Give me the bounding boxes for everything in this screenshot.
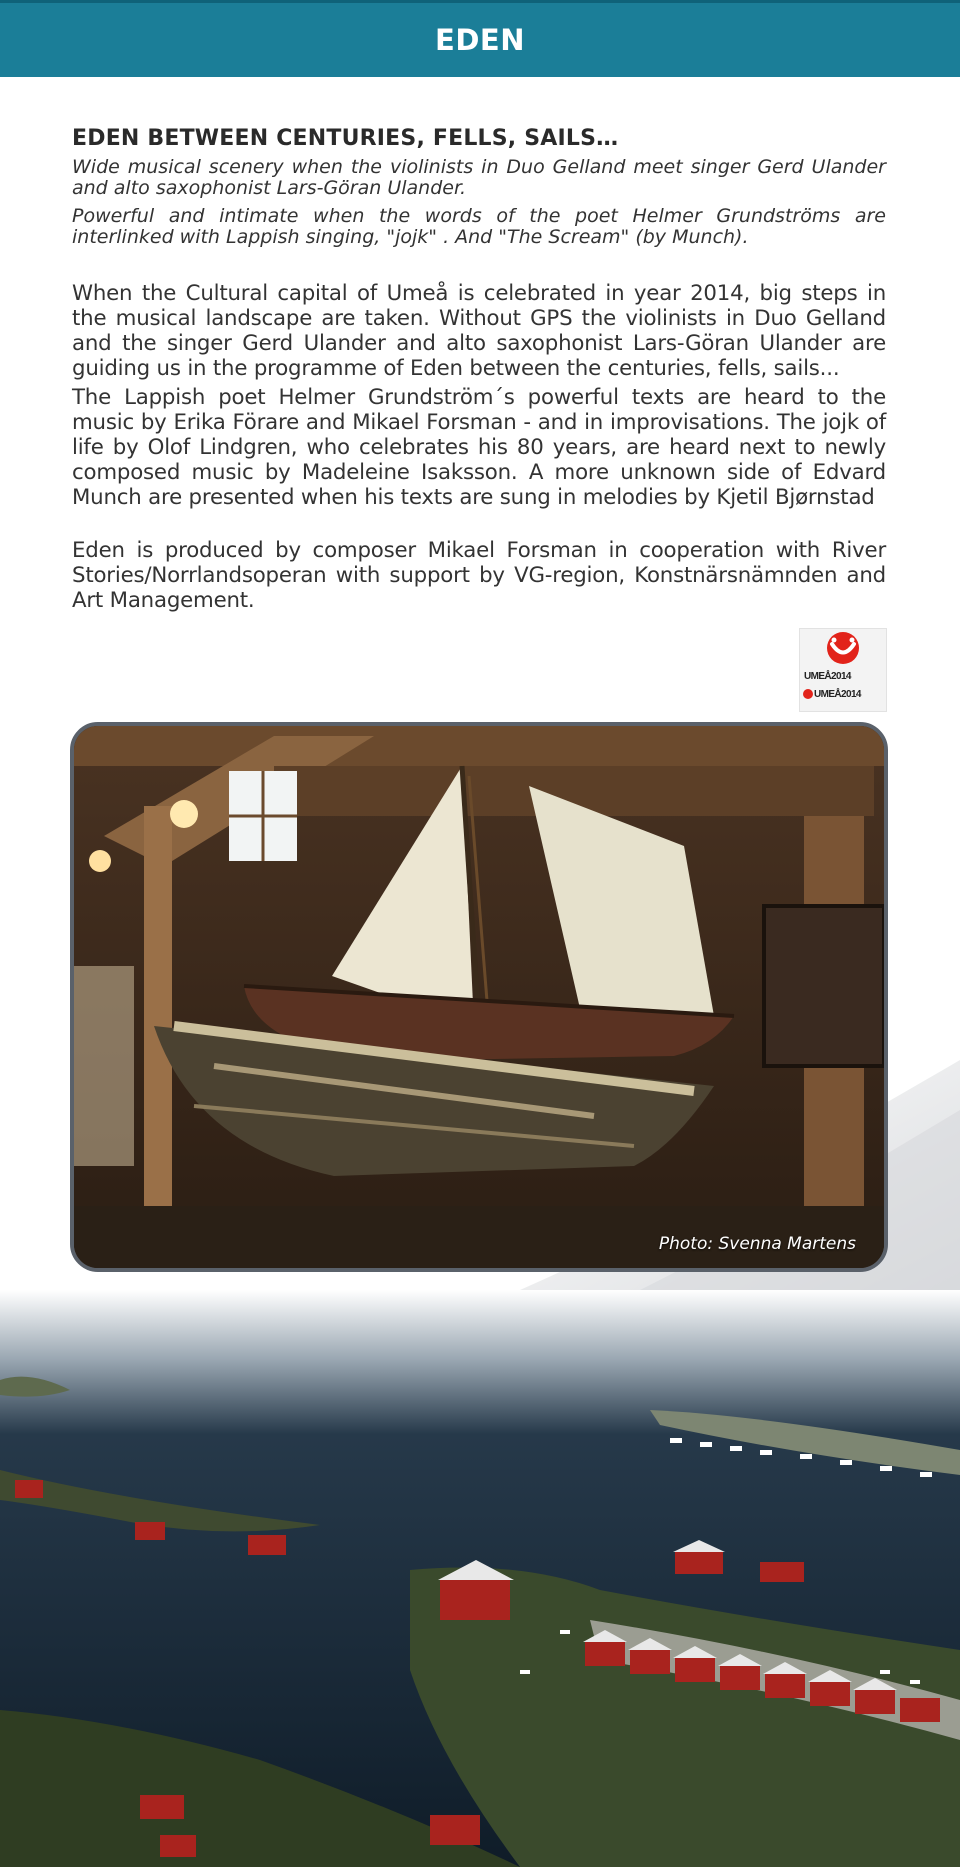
article-headline: EDEN BETWEEN CENTURIES, FELLS, SAILS… — [72, 126, 619, 151]
smile-logo-icon — [820, 631, 866, 665]
intro-paragraph-1: Wide musical scenery when the violinists in Duo Gelland meet singer Gerd Ulander and alto saxophonist Lars-Göran Ulander. — [72, 156, 886, 199]
intro-paragraph-2: Powerful and intimate when the words of the poet Helmer Grundströms are interlinked with Lappish singing, "jojk" . And "The Scream" (by Munch). — [72, 205, 886, 248]
logo-heart-icon — [803, 689, 813, 699]
logo-text-2: UMEÅ2014 — [814, 689, 861, 700]
boat-photo-image — [74, 726, 884, 1268]
logo-text-1: UMEÅ2014 — [804, 671, 851, 682]
boathouse-photo — [70, 722, 888, 1272]
umea2014-logo — [799, 628, 887, 712]
page-title: EDEN — [435, 23, 525, 57]
body-paragraph-2: The Lappish poet Helmer Grundström´s powerful texts are heard to the music by Erika Förare and Mikael Forsman - and in improvisations. The jojk of life by Olof Lindgren, who celebrates his 80 years, are heard next to newly composed music by Madeleine Isaksson. A more unknown side of Edvard Munch are presented when his texts are sung in melodies by Kjetil Bjørnstad — [72, 385, 886, 510]
body-paragraph-1: When the Cultural capital of Umeå is celebrated in year 2014, big steps in the musical landscape are taken. Without GPS the violinists in Duo Gelland and the singer Gerd Ulander and alto saxophonist Lars-Göran Ulander are guiding us in the programme of Eden between the centuries, fells, sails... — [72, 281, 886, 381]
article — [72, 126, 886, 613]
aerial-archipelago-photo — [0, 1290, 960, 1867]
photo-credit: Photo: Svenna Martens — [658, 1234, 856, 1254]
header-bar — [0, 0, 960, 77]
body-paragraph-3: Eden is produced by composer Mikael Forsman in cooperation with River Stories/Norrlandsoperan with support by VG-region, Konstnärsnämnden and Art Management. — [72, 538, 886, 613]
